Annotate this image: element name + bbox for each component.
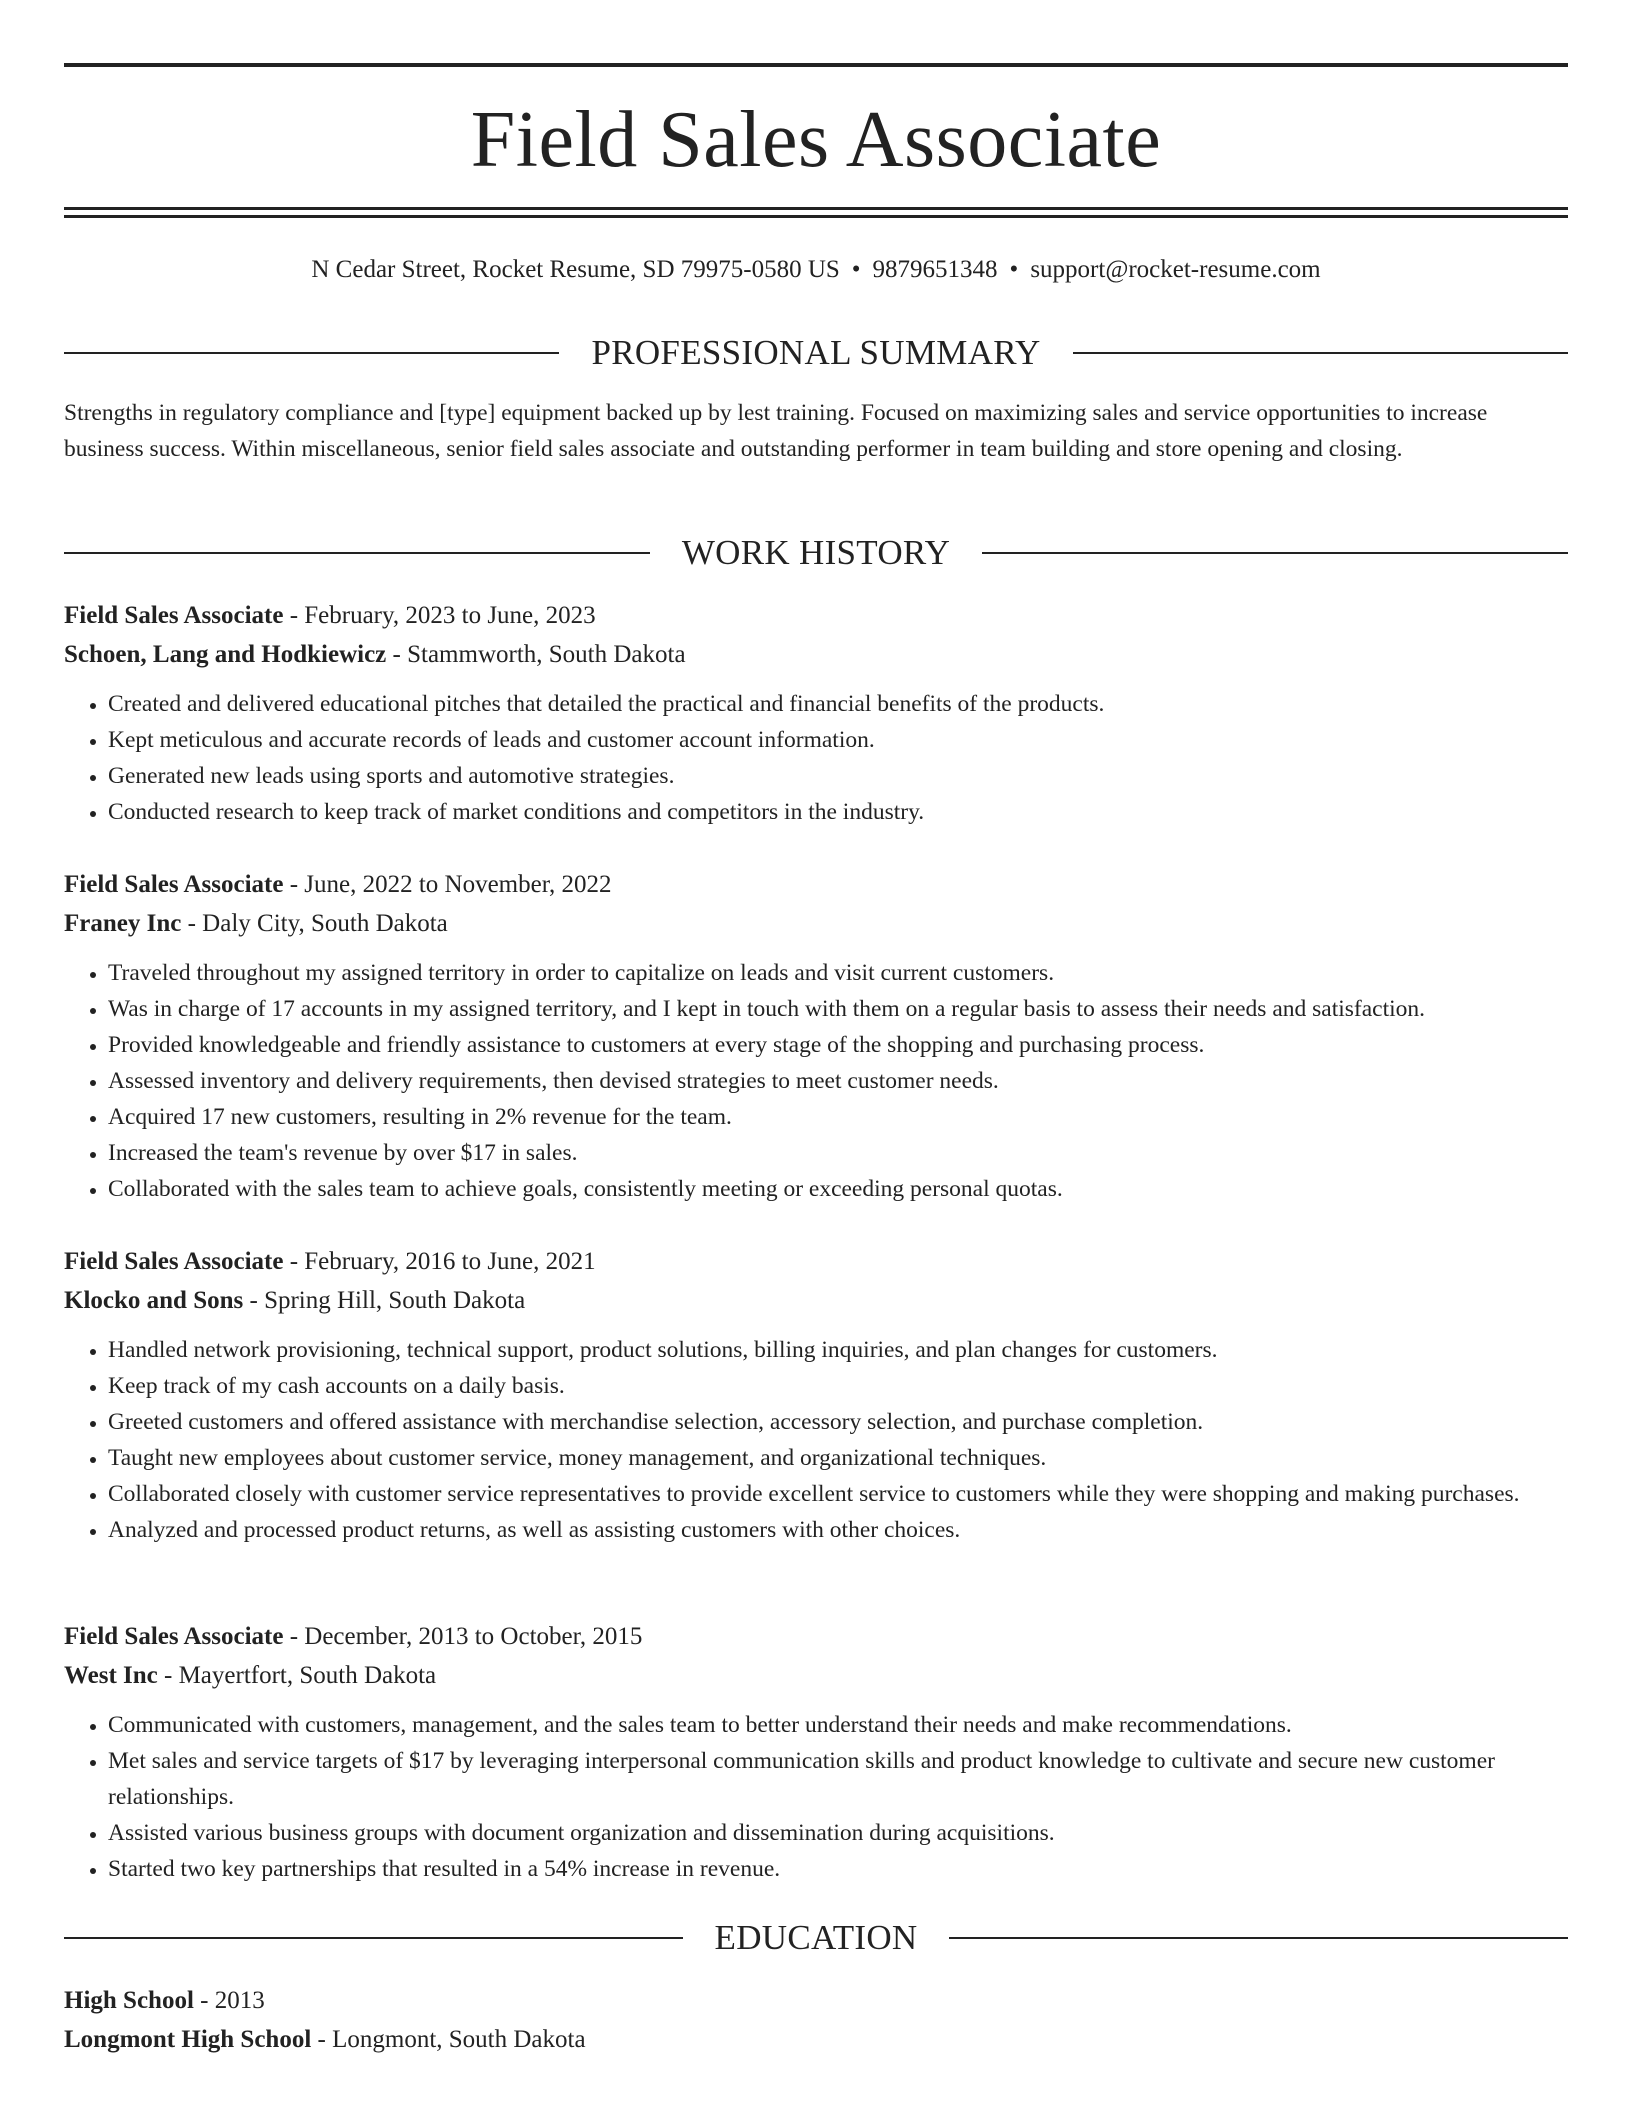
- job-bullet: • Increased the team's revenue by over $17 in sales.: [108, 1135, 1568, 1171]
- job-bullet: • Analyzed and processed product returns, as well as assisting customers with other choices.: [108, 1512, 1568, 1548]
- job-bullets: [64, 1707, 1568, 1887]
- job-title: Field Sales Associate: [64, 871, 284, 898]
- job-bullet: • Provided knowledgeable and friendly assistance to customers at every stage of the shopping and purchasing process.: [108, 1027, 1568, 1063]
- job-bullet: • Created and delivered educational pitches that detailed the practical and financial benefits of the products.: [108, 686, 1568, 722]
- education-entry: [64, 1981, 1568, 2059]
- job-bullet: • Communicated with customers, management, and the sales team to better understand their needs and make recommendations.: [108, 1707, 1568, 1743]
- job-bullet: • Traveled throughout my assigned territory in order to capitalize on leads and visit current customers.: [108, 955, 1568, 991]
- job-dates: - June, 2022 to November, 2022: [283, 871, 612, 898]
- job-company-line: [64, 904, 1568, 943]
- job-bullet: • Was in charge of 17 accounts in my assigned territory, and I kept in touch with them on a regular basis to assess their needs and satisfaction.: [108, 991, 1568, 1027]
- contact-separator: •: [1009, 256, 1019, 283]
- job-company-line: [64, 635, 1568, 674]
- job-bullet: • Assessed inventory and delivery requirements, then devised strategies to meet customer needs.: [108, 1063, 1568, 1099]
- header-top-rule: [64, 63, 1568, 67]
- contact-separator: •: [851, 256, 861, 283]
- section-heading-label: PROFESSIONAL SUMMARY: [591, 333, 1041, 372]
- education-degree: High School: [64, 1987, 194, 2014]
- job-company: West Inc: [64, 1662, 158, 1689]
- job-title-line: [64, 1242, 1568, 1281]
- job-title-line: [64, 1617, 1568, 1656]
- job-bullet: • Met sales and service targets of $17 by leveraging interpersonal communication skills and product knowledge to cultivate and secure new customer relationships.: [108, 1743, 1568, 1815]
- header-double-rule-upper: [64, 207, 1568, 210]
- job-company-line: [64, 1656, 1568, 1695]
- section-heading-work-history: [64, 533, 1568, 573]
- job-location: - Spring Hill, South Dakota: [243, 1287, 526, 1314]
- job-bullet: • Greeted customers and offered assistance with merchandise selection, accessory selection, and purchase completion.: [108, 1404, 1568, 1440]
- summary-text: Strengths in regulatory compliance and [type] equipment backed up by lest training. Focused on maximizing sales and service opportunities to increase business success. Within miscellaneous, senior field sales associate and outstanding performer in team building and store opening and closing.: [64, 400, 1488, 462]
- resume-name: Field Sales Associate: [470, 96, 1162, 184]
- job-title: Field Sales Associate: [64, 1248, 284, 1275]
- job-company: Schoen, Lang and Hodkiewicz: [64, 641, 387, 668]
- job-bullet: • Handled network provisioning, technical support, product solutions, billing inquiries, and plan changes for customers.: [108, 1332, 1568, 1368]
- contact-phone: 9879651348: [872, 256, 998, 283]
- education-location: - Longmont, South Dakota: [311, 2026, 586, 2053]
- job-dates: - February, 2023 to June, 2023: [283, 602, 596, 629]
- contact-line: [64, 254, 1568, 286]
- job-company: Franey Inc: [64, 910, 182, 937]
- section-heading-education: [64, 1918, 1568, 1958]
- job-entry: [64, 865, 1568, 1207]
- job-title-line: [64, 865, 1568, 904]
- job-bullet: • Collaborated closely with customer service representatives to provide excellent service to customers while they were shopping and making purchases.: [108, 1476, 1568, 1512]
- section-heading-summary: [64, 333, 1568, 373]
- education-school-line: [64, 2020, 1568, 2059]
- job-bullets: [64, 686, 1568, 830]
- heading-rule-left: [64, 352, 559, 354]
- section-heading-label: EDUCATION: [714, 1918, 918, 1957]
- job-dates: - December, 2013 to October, 2015: [283, 1623, 643, 1650]
- job-entry: [64, 1617, 1568, 1887]
- job-location: - Mayertfort, South Dakota: [157, 1662, 437, 1689]
- job-bullet: • Started two key partnerships that resulted in a 54% increase in revenue.: [108, 1851, 1568, 1887]
- heading-rule-left: [64, 552, 650, 554]
- heading-rule-left: [64, 1937, 683, 1939]
- job-bullet: • Assisted various business groups with document organization and dissemination during acquisitions.: [108, 1815, 1568, 1851]
- job-title-line: [64, 596, 1568, 635]
- section-heading-label: WORK HISTORY: [681, 533, 951, 572]
- job-bullet: • Generated new leads using sports and automotive strategies.: [108, 758, 1568, 794]
- job-bullet: • Collaborated with the sales team to achieve goals, consistently meeting or exceeding personal quotas.: [108, 1171, 1568, 1207]
- job-entry: [64, 1242, 1568, 1548]
- job-company: Klocko and Sons: [64, 1287, 244, 1314]
- job-bullets: [64, 1332, 1568, 1548]
- heading-rule-right: [949, 1937, 1568, 1939]
- heading-rule-right: [982, 552, 1568, 554]
- job-dates: - February, 2016 to June, 2021: [283, 1248, 596, 1275]
- job-location: - Stammworth, South Dakota: [386, 641, 686, 668]
- job-bullet: • Kept meticulous and accurate records of leads and customer account information.: [108, 722, 1568, 758]
- job-location: - Daly City, South Dakota: [181, 910, 448, 937]
- education-degree-line: [64, 1981, 1568, 2020]
- contact-email: support@rocket-resume.com: [1030, 256, 1321, 283]
- job-title: Field Sales Associate: [64, 1623, 284, 1650]
- job-bullets: [64, 955, 1568, 1207]
- job-bullet: • Taught new employees about customer service, money management, and organizational techniques.: [108, 1440, 1568, 1476]
- education-school: Longmont High School: [64, 2026, 312, 2053]
- education-year: - 2013: [193, 1987, 265, 2014]
- job-bullet: • Acquired 17 new customers, resulting in 2% revenue for the team.: [108, 1099, 1568, 1135]
- job-title: Field Sales Associate: [64, 602, 284, 629]
- header-double-rule-lower: [64, 215, 1568, 218]
- contact-address: N Cedar Street, Rocket Resume, SD 79975-0580 US: [311, 256, 840, 283]
- job-company-line: [64, 1281, 1568, 1320]
- job-bullet: • Conducted research to keep track of market conditions and competitors in the industry.: [108, 794, 1568, 830]
- job-bullet: • Keep track of my cash accounts on a daily basis.: [108, 1368, 1568, 1404]
- heading-rule-right: [1073, 352, 1568, 354]
- job-entry: [64, 596, 1568, 830]
